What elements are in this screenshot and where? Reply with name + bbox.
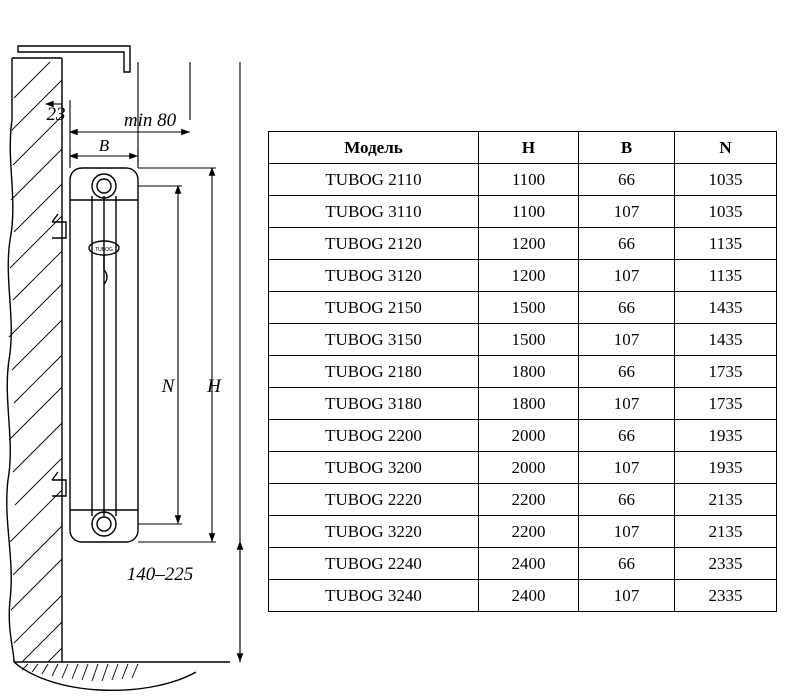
cell-h: 2000: [479, 452, 579, 484]
specification-table-wrapper: [268, 131, 776, 612]
table-row: [269, 292, 777, 324]
cell-model: TUBOG 2220: [269, 484, 479, 516]
cell-n: 1135: [675, 260, 777, 292]
cell-n: 1035: [675, 196, 777, 228]
cell-h: 2200: [479, 516, 579, 548]
cell-model: TUBOG 3240: [269, 580, 479, 612]
cell-b: 107: [579, 324, 675, 356]
cell-model: TUBOG 3150: [269, 324, 479, 356]
cell-b: 66: [579, 548, 675, 580]
dim-label-h: H: [207, 376, 221, 397]
table-row: [269, 452, 777, 484]
cell-model: TUBOG 2180: [269, 356, 479, 388]
dim-label-floor-clearance: 140–225: [126, 564, 194, 585]
cell-n: 1135: [675, 228, 777, 260]
radiator-body: [52, 168, 138, 542]
cell-h: 1200: [479, 260, 579, 292]
cell-n: 1735: [675, 356, 777, 388]
cell-b: 107: [579, 516, 675, 548]
cell-n: 1435: [675, 324, 777, 356]
table-row: [269, 324, 777, 356]
cell-b: 66: [579, 164, 675, 196]
table-row: [269, 260, 777, 292]
cell-n: 1035: [675, 164, 777, 196]
cell-b: 66: [579, 420, 675, 452]
cell-b: 107: [579, 580, 675, 612]
radiator-drawing: [0, 0, 268, 700]
cell-h: 2200: [479, 484, 579, 516]
cell-h: 1100: [479, 196, 579, 228]
cell-n: 2135: [675, 484, 777, 516]
dim-label-n: N: [161, 376, 175, 397]
cell-model: TUBOG 2200: [269, 420, 479, 452]
cell-h: 1500: [479, 324, 579, 356]
cell-model: TUBOG 3220: [269, 516, 479, 548]
cell-model: TUBOG 2150: [269, 292, 479, 324]
ceiling-profile: [18, 46, 130, 72]
header-h: H: [479, 132, 579, 164]
header-b: B: [579, 132, 675, 164]
cell-model: TUBOG 3180: [269, 388, 479, 420]
table-row: [269, 580, 777, 612]
cell-h: 1100: [479, 164, 579, 196]
cell-b: 66: [579, 228, 675, 260]
header-n: N: [675, 132, 777, 164]
cell-h: 1800: [479, 356, 579, 388]
table-row: [269, 548, 777, 580]
table-header-row: [269, 132, 777, 164]
table-row: [269, 516, 777, 548]
cell-b: 107: [579, 452, 675, 484]
cell-h: 2400: [479, 548, 579, 580]
cell-h: 1500: [479, 292, 579, 324]
brand-mark: TUBOG: [95, 247, 113, 253]
table-row: [269, 420, 777, 452]
cell-n: 1935: [675, 420, 777, 452]
cell-n: 2335: [675, 548, 777, 580]
cell-n: 1935: [675, 452, 777, 484]
table-row: [269, 356, 777, 388]
cell-b: 107: [579, 196, 675, 228]
table-row: [269, 164, 777, 196]
header-model: Модель: [269, 132, 479, 164]
cell-b: 107: [579, 260, 675, 292]
dim-label-23: 23: [46, 104, 66, 125]
cell-model: TUBOG 2110: [269, 164, 479, 196]
cell-model: TUBOG 2240: [269, 548, 479, 580]
cell-n: 2335: [675, 580, 777, 612]
cell-model: TUBOG 2120: [269, 228, 479, 260]
cell-n: 1735: [675, 388, 777, 420]
cell-b: 66: [579, 292, 675, 324]
cell-n: 1435: [675, 292, 777, 324]
cell-b: 66: [579, 484, 675, 516]
dim-label-b: B: [98, 136, 110, 155]
table-row: [269, 196, 777, 228]
specification-table: [268, 131, 777, 612]
cell-h: 1200: [479, 228, 579, 260]
floor-section: [14, 662, 230, 690]
cell-model: TUBOG 3120: [269, 260, 479, 292]
wall-section: [7, 58, 62, 662]
cell-h: 2000: [479, 420, 579, 452]
cell-h: 1800: [479, 388, 579, 420]
table-row: [269, 388, 777, 420]
cell-model: TUBOG 3110: [269, 196, 479, 228]
table-row: [269, 484, 777, 516]
cell-model: TUBOG 3200: [269, 452, 479, 484]
cell-n: 2135: [675, 516, 777, 548]
dim-label-min80: min 80: [123, 110, 177, 131]
table-row: [269, 228, 777, 260]
cell-b: 66: [579, 356, 675, 388]
cell-h: 2400: [479, 580, 579, 612]
cell-b: 107: [579, 388, 675, 420]
